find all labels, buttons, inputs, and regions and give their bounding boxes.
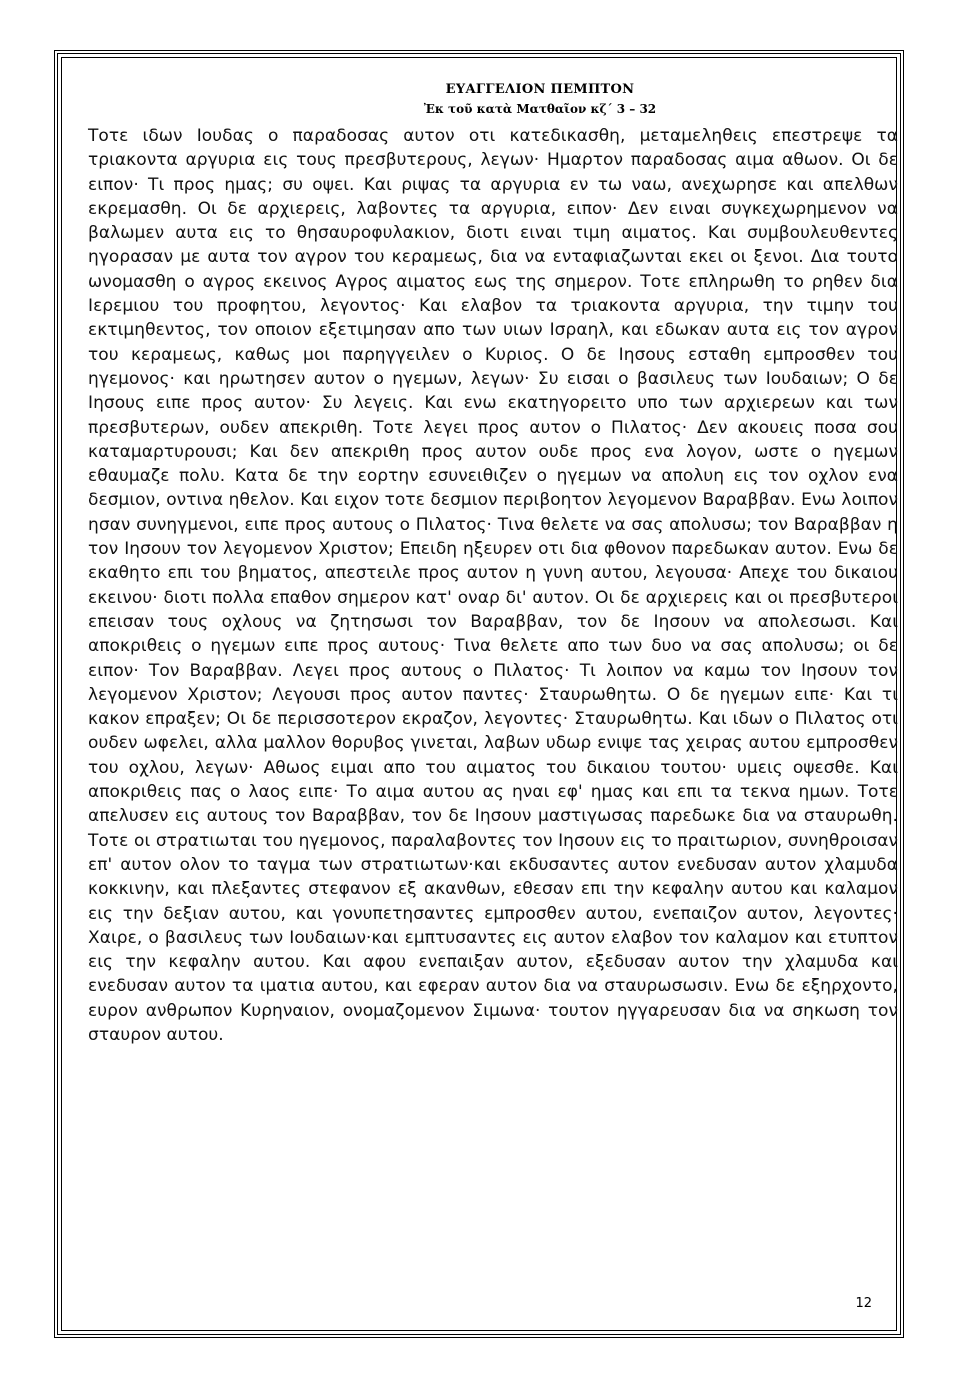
page-number: 12: [855, 1296, 872, 1311]
gospel-passage-text: Τοτε ιδων Ιουδας ο παραδοσας αυτον οτι κατεδικασθη, μεταμεληθεις επεστρεψε τα τριακοντα αργυρια εις τους πρεσβυτερους, λεγων· Ημαρτον παραδοσας αιμα αθωον. Οι δε ειπον· Τι προς ημας; συ οψει. Και ριψας τα αργυρια εν τω ναω, ανεχωρησε και απελθων εκρεμασθη. Οι δε αρχιερεις, λαβοντες τα αργυρια, ειπον· Δεν ειναι συγκεχωρημενον να βαλωμεν αυτα εις το θησαυροφυλακιον, διοτι ειναι τιμη αιματος. Και συμβουλευθεντες ηγορασαν με αυτα τον αγρον του κεραμεως, δια να ενταφιαζωνται εκει οι ξενοι. Δια τουτο ωνομασθη ο αγρος εκεινος Αγρος αιματος εως της σημερον. Τοτε επληρωθη το ρηθεν δια Ιερεμιου του προφητου, λεγοντος· Και ελαβον τα τριακοντα αργυρια, την τιμην του εκτιμηθεντος, τον οποιον εξετιμησαν απο των υιων Ισραηλ, και εδωκαν αυτα εις τον αγρον του κεραμεως, καθως μοι παρηγγειλεν ο Κυριος. Ο δε Ιησους εσταθη εμπροσθεν του ηγεμονος· και ηρωτησεν αυτον ο ηγεμων, λεγων· Συ εισαι ο βασιλευς των Ιουδαιων; Ο δε Ιησους ειπε προς αυτον· Συ λεγεις. Και ενω εκατηγορειτο υπο των αρχιερεων και των πρεσβυτερων, ουδεν απεκριθη. Τοτε λεγει προς αυτον ο Πιλατος· Δεν ακουεις ποσα σου καταμαρτυρουσι; Και δεν απεκριθη προς αυτον ουδε προς ενα λογον, ωστε ο ηγεμων εθαυμαζε πολυ. Κατα δε την εορτην εσυνειθιζεν ο ηγεμων να απολυη εις τον οχλον ενα δεσμιον, οντινα ηθελον. Και ειχον τοτε δεσμιον περιβοητον λεγομενον Βαραββαν. Ενω λοιπον ησαν συνηγμενοι, ειπε προς αυτους ο Πιλατος· Τινα θελετε να σας απολυσω; τον Βαραββαν η τον Ιησουν τον λεγομενον Χριστον; Επειδη ηξευρεν οτι δια φθονον παρεδωκαν αυτον. Ενω δε εκαθητο επι του βηματος, απεστειλε προς αυτον η γυνη αυτου, λεγουσα· Απεχε του δικαιου εκεινου· διοτι πολλα επαθον σημερον κατ' οναρ δι' αυτον. Οι δε αρχιερεις και οι πρεσβυτεροι επεισαν τους οχλους να ζητησωσι τον Βαραββαν, τον δε Ιησουν να απολεσωσι. Και αποκριθεις ο ηγεμων ειπε προς αυτους· Τινα θελετε απο των δυο να σας απολυσω; οι δε ειπον· Τον Βαραββαν. Λεγει προς αυτους ο Πιλατος· Τι λοιπον να καμω τον Ιησουν τον λεγομενον Χριστον; Λεγουσι προς αυτον παντες· Σταυρωθητω. Ο δε ηγεμων ειπε· Και τι κακον επραξεν; Οι δε περισσοτερον εκραζον, λεγοντες· Σταυρωθητω. Και ιδων ο Πιλατος οτι ουδεν ωφελει, αλλα μαλλον θορυβος γινεται, λαβων υδωρ ενιψε τας χειρας αυτου εμπροσθεν του οχλου, λεγων· Αθωος ειμαι απο του αιματος του δικαιου τουτου· υμεις οψεσθε. Και αποκριθεις πας ο λαος ειπε· Το αιμα αυτου ας ηναι εφ' ημας και επι τα τεκνα ημων. Τοτε απελυσεν εις αυτους τον Βαραββαν, τον δε Ιησουν μαστιγωσας παρεδωκε δια να σταυρωθη. Τοτε οι στρατιωται του ηγεμονος, παραλαβοντες τον Ιησουν εις το πραιτωριον, συνηθροισαν επ' αυτον ολον το ταγμα των στρατιωτων·και εκδυσαντες αυτον ενεδυσαν αυτον χλαμυδα κοκκινην, και πλεξαντες στεφανον εξ ακανθων, εθεσαν επι την κεφαλην αυτου και καλαμον εις την δεξιαν αυτου, και γονυπετησαντες εμπροσθεν αυτου, ενεπαιζον αυτον, λεγοντες· Χαιρε, ο βασιλευς των Ιουδαιων·και εμπτυσαντες εις αυτον ελαβον τον καλαμον και ετυπτον εις την κεφαλην αυτου. Και αφου ενεπαιξαν αυτον, εξεδυσαν αυτον την χλαμυδα και ενεδυσαν αυτον τα ιματια αυτου, και εφεραν αυτον δια να σταυρωσωσιν. Ενω δε εξηρχοντο, ευρον ανθρωπον Κυρηναιον, ονομαζομενον Σιμωνα· τουτον ηγγαρευσαν δια να σηκωση τον σταυρον αυτου.: [88, 126, 898, 1045]
scripture-reference: Ἐκ τοῦ κατὰ Ματθαῖον κζ΄ 3 – 32: [423, 102, 657, 116]
gospel-title: ΕΥΑΓΓΕΛΙΟΝ ΠΕΜΠΤΟΝ: [445, 82, 635, 97]
